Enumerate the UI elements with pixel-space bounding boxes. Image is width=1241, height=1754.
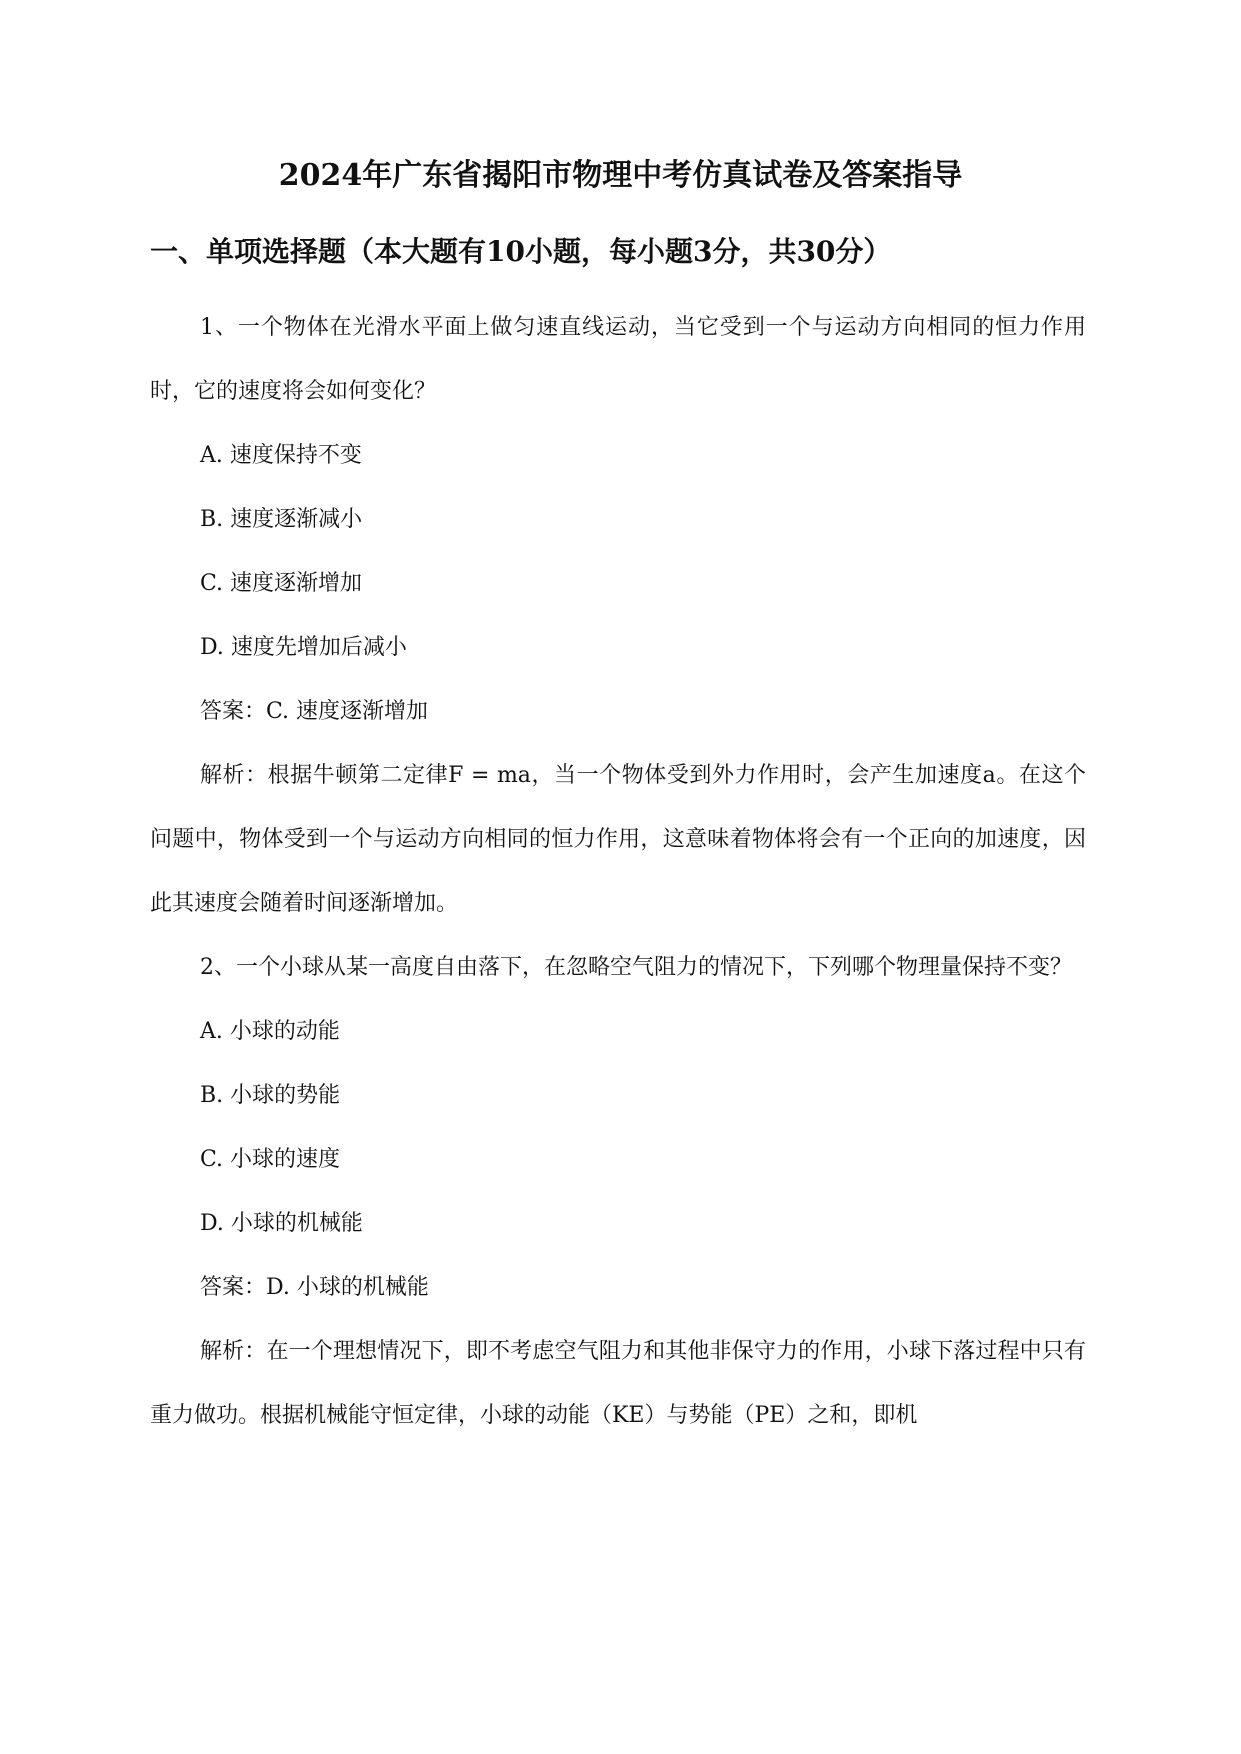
option-c: C. 速度逐渐增加	[200, 571, 363, 596]
option-a: A. 速度保持不变	[200, 443, 362, 468]
document-title: 2024年广东省揭阳市物理中考仿真试卷及答案指导	[278, 158, 963, 193]
question-stem: 1、一个物体在光滑水平面上做匀速直线运动，当它受到一个与运动方向相同的恒力作用时，它的速度将会如何变化？	[150, 315, 1086, 404]
analysis-paragraph: 解析：根据牛顿第二定律F = ma，当一个物体受到外力作用时，会产生加速度a。在这个问题中，物体受到一个与运动方向相同的恒力作用，这意味着物体将会有一个正向的加速度，因此其速度会随着时间逐渐增加。	[150, 763, 1086, 916]
option-b: B. 小球的势能	[200, 1083, 341, 1108]
question-block-1	[150, 296, 1086, 1448]
option-d: D. 小球的机械能	[200, 1211, 363, 1236]
question-stem: 2、一个小球从某一高度自由落下，在忽略空气阻力的情况下，下列哪个物理量保持不变？	[200, 955, 1073, 980]
answer-line: 答案：C. 速度逐渐增加	[200, 699, 429, 724]
analysis-paragraph: 解析：在一个理想情况下，即不考虑空气阻力和其他非保守力的作用，小球下落过程中只有重力做功。根据机械能守恒定律，小球的动能（KE）与势能（PE）之和，即机	[150, 1339, 1086, 1428]
answer-line: 答案：D. 小球的机械能	[200, 1275, 429, 1300]
option-b: B. 速度逐渐减小	[200, 507, 363, 532]
section-heading: 一、单项选择题（本大题有10小题，每小题3分，共30分）	[150, 235, 892, 268]
option-a: A. 小球的动能	[200, 1019, 340, 1044]
option-d: D. 速度先增加后减小	[200, 635, 407, 660]
option-c: C. 小球的速度	[200, 1147, 341, 1172]
